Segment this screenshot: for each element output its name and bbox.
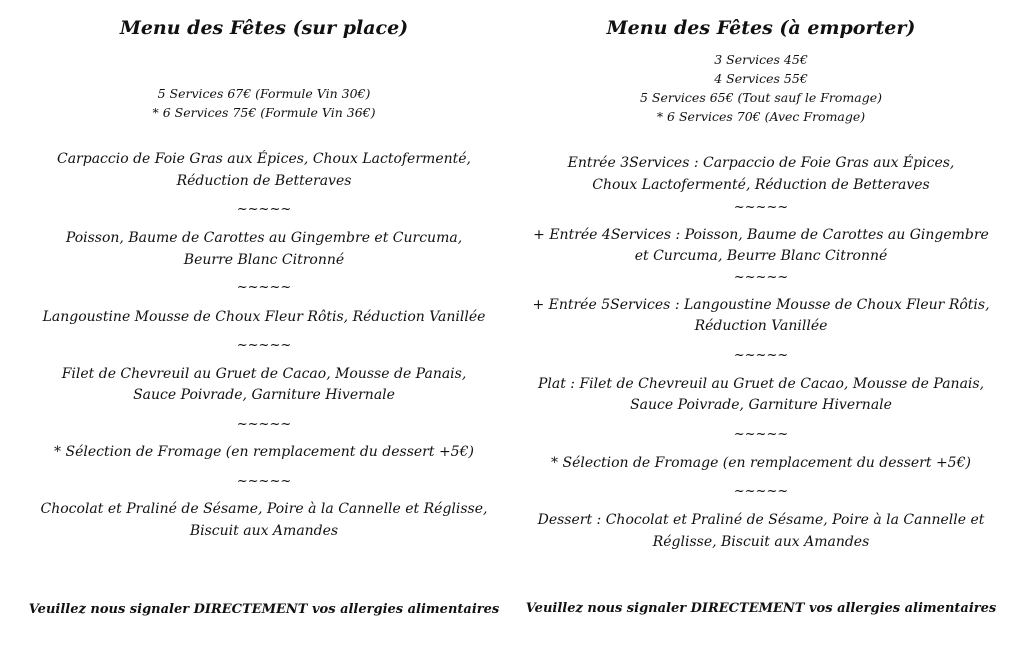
- price-line: * 6 Services 75€ (Formule Vin 36€): [152, 105, 376, 120]
- dish-line: * Sélection de Fromage (en remplacement du dessert +5€): [551, 455, 971, 471]
- separator: ~~~~~: [733, 484, 789, 499]
- dish-line: Sauce Poivrade, Garniture Hivernale: [630, 397, 892, 413]
- dish-line: Réglisse, Biscuit aux Amandes: [652, 534, 870, 550]
- separator: ~~~~~: [733, 200, 789, 215]
- separator: ~~~~~: [236, 417, 292, 432]
- dish-line: Sauce Poivrade, Garniture Hivernale: [133, 387, 395, 403]
- dish-line: Choux Lactofermenté, Réduction de Betteraves: [592, 177, 930, 193]
- dish-line: + Entrée 4Services : Poisson, Baume de Carottes au Gingembre: [533, 227, 989, 243]
- dish-line: Beurre Blanc Citronné: [183, 252, 345, 268]
- separator: ~~~~~: [733, 270, 789, 285]
- separator: ~~~~~: [236, 474, 292, 489]
- dish-line: Réduction Vanillée: [694, 318, 828, 334]
- dish-line: Langoustine Mousse de Choux Fleur Rôtis, Réduction Vanillée: [42, 309, 486, 325]
- price-line: 5 Services 65€ (Tout sauf le Fromage): [640, 90, 882, 105]
- separator: ~~~~~: [733, 348, 789, 363]
- menu-title: Menu des Fêtes (sur place): [119, 17, 409, 39]
- separator: ~~~~~: [236, 202, 292, 217]
- dish-line: Plat : Filet de Chevreuil au Gruet de Cacao, Mousse de Panais,: [537, 376, 985, 392]
- dish-line: et Curcuma, Beurre Blanc Citronné: [634, 248, 888, 264]
- dish-line: Chocolat et Praliné de Sésame, Poire à la Cannelle et Réglisse,: [40, 501, 488, 517]
- price-line: 4 Services 55€: [714, 71, 808, 86]
- dish-line: Biscuit aux Amandes: [189, 523, 339, 539]
- dish-line: Carpaccio de Foie Gras aux Épices, Choux Lactofermenté,: [57, 151, 471, 167]
- allergy-notice: Veuillez nous signaler DIRECTEMENT vos allergies alimentaires: [28, 602, 500, 617]
- price-line: 5 Services 67€ (Formule Vin 30€): [157, 86, 371, 101]
- separator: ~~~~~: [236, 280, 292, 295]
- allergy-notice: Veuillez nous signaler DIRECTEMENT vos allergies alimentaires: [525, 601, 997, 616]
- dish-line: + Entrée 5Services : Langoustine Mousse de Choux Fleur Rôtis,: [532, 297, 990, 313]
- dish-line: Dessert : Chocolat et Praliné de Sésame, Poire à la Cannelle et: [537, 512, 985, 528]
- price-line: 3 Services 45€: [714, 52, 808, 67]
- dish-line: Entrée 3Services : Carpaccio de Foie Gras aux Épices,: [567, 155, 955, 171]
- separator: ~~~~~: [733, 427, 789, 442]
- dish-line: Filet de Chevreuil au Gruet de Cacao, Mousse de Panais,: [61, 366, 467, 382]
- price-line: * 6 Services 70€ (Avec Fromage): [656, 109, 866, 124]
- separator: ~~~~~: [236, 338, 292, 353]
- dish-line: * Sélection de Fromage (en remplacement du dessert +5€): [54, 444, 474, 460]
- dish-line: Poisson, Baume de Carottes au Gingembre et Curcuma,: [65, 230, 463, 246]
- menu-title: Menu des Fêtes (à emporter): [606, 17, 916, 39]
- dish-line: Réduction de Betteraves: [176, 173, 352, 189]
